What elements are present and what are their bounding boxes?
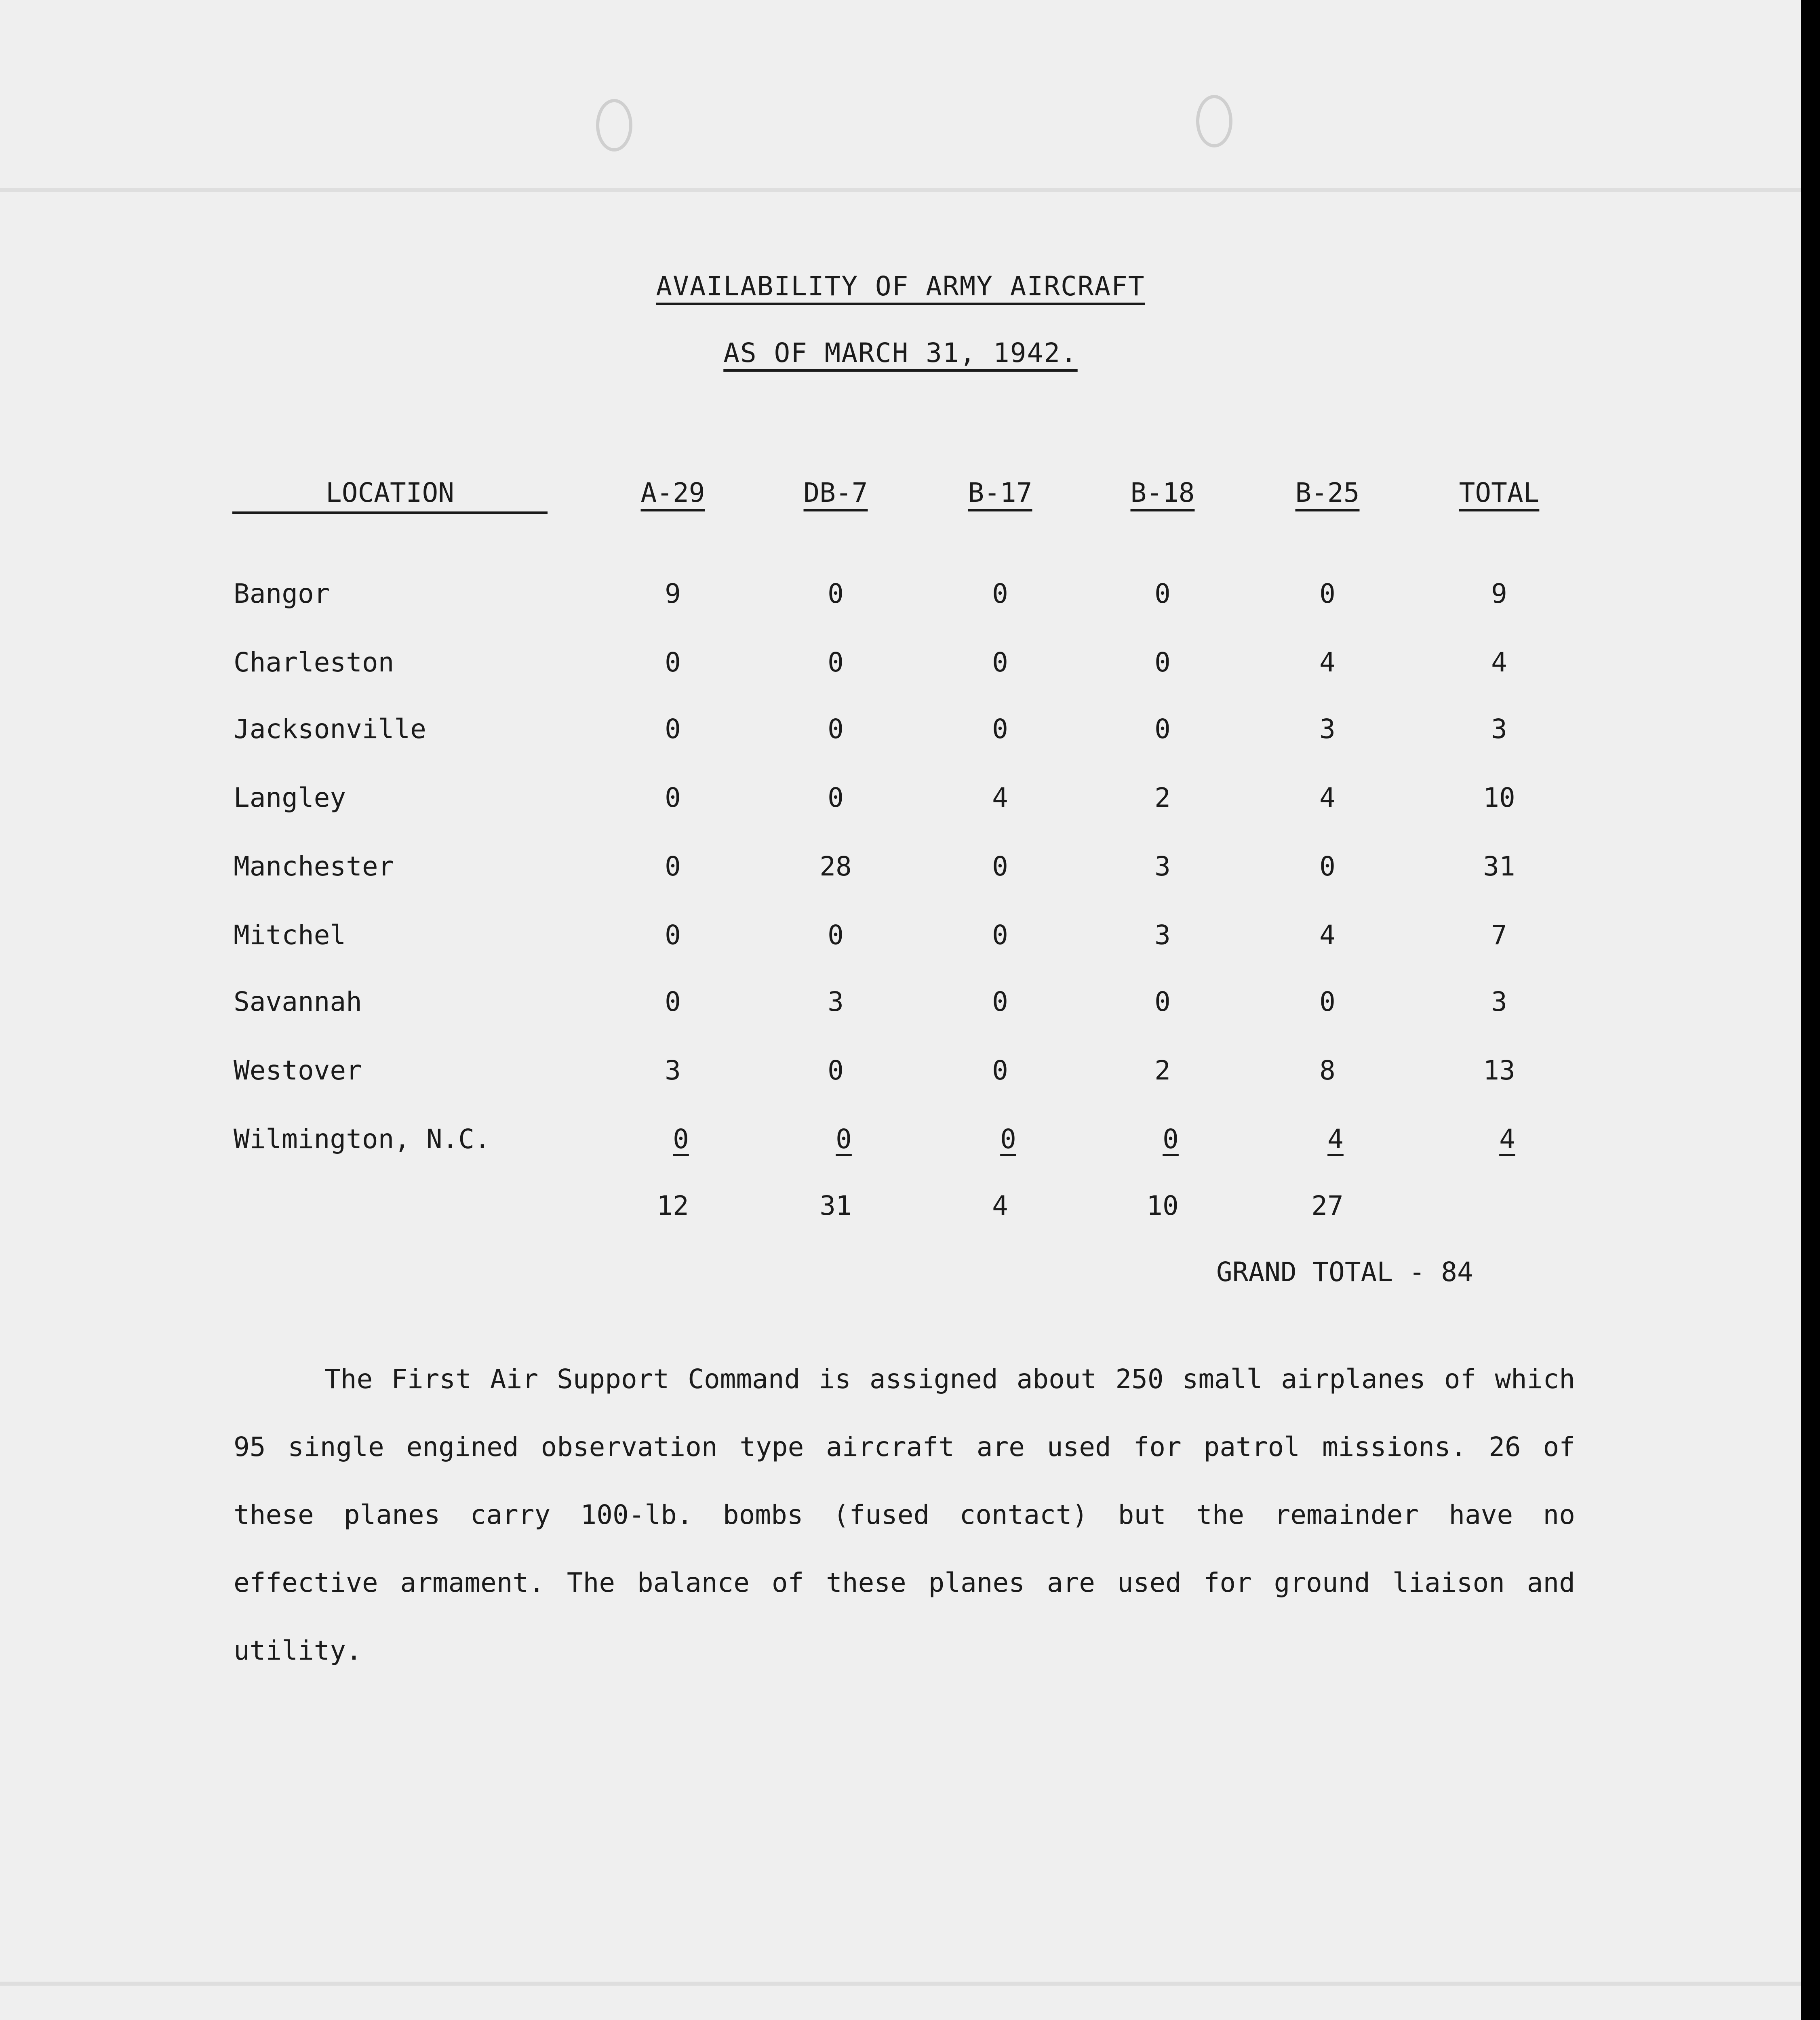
table-cell: 0: [665, 920, 681, 951]
row-location: Jacksonville: [234, 713, 426, 745]
table-cell: 0: [1163, 1124, 1179, 1155]
row-location: Wilmington, N.C.: [234, 1124, 491, 1155]
fold-line-top: [0, 188, 1801, 192]
row-location: Manchester: [234, 851, 394, 882]
column-total: 31: [819, 1190, 852, 1221]
table-cell: 0: [1154, 647, 1171, 678]
column-header-location: LOCATION: [232, 477, 548, 509]
row-location: Bangor: [234, 578, 330, 609]
document-subtitle: AS OF MARCH 31, 1942.: [723, 337, 1078, 368]
row-location: Savannah: [234, 986, 362, 1017]
table-cell: 3: [828, 986, 844, 1017]
column-header-b-25: B-25: [1295, 477, 1360, 508]
table-cell: 3: [1491, 986, 1507, 1017]
table-cell: 0: [992, 647, 1008, 678]
table-cell: 0: [1154, 578, 1171, 609]
column-total: 4: [992, 1190, 1008, 1221]
table-cell: 8: [1319, 1055, 1336, 1086]
column-header-db-7: DB-7: [803, 477, 868, 508]
table-cell: 4: [1491, 647, 1507, 678]
table-cell: 4: [1319, 782, 1336, 813]
row-location: Mitchel: [234, 920, 346, 951]
row-location: Langley: [234, 782, 346, 813]
table-cell: 0: [828, 920, 844, 951]
table-cell: 3: [1154, 920, 1171, 951]
table-cell: 4: [1499, 1124, 1515, 1155]
row-location: Charleston: [234, 647, 394, 678]
table-cell: 0: [1319, 578, 1336, 609]
table-cell: 0: [992, 1055, 1008, 1086]
document-title: AVAILABILITY OF ARMY AIRCRAFT: [656, 271, 1145, 302]
column-header-a-29: A-29: [640, 477, 705, 508]
table-cell: 3: [1154, 851, 1171, 882]
table-cell: 0: [992, 578, 1008, 609]
table-cell: 0: [828, 1055, 844, 1086]
table-cell: 0: [665, 647, 681, 678]
table-cell: 0: [828, 713, 844, 745]
table-cell: 10: [1483, 782, 1515, 813]
table-cell: 31: [1483, 851, 1515, 882]
table-cell: 0: [828, 647, 844, 678]
column-total: 27: [1311, 1190, 1344, 1221]
table-cell: 0: [992, 986, 1008, 1017]
table-cell: 9: [1491, 578, 1507, 609]
table-cell: 4: [1319, 647, 1336, 678]
table-cell: 0: [992, 851, 1008, 882]
table-cell: 0: [1319, 986, 1336, 1017]
punch-hole-left: [596, 99, 632, 152]
table-cell: 0: [665, 986, 681, 1017]
column-total: 10: [1146, 1190, 1179, 1221]
table-cell: 0: [828, 578, 844, 609]
table-cell: 0: [992, 713, 1008, 745]
column-total: 12: [657, 1190, 689, 1221]
table-cell: 0: [665, 713, 681, 745]
table-cell: 0: [665, 782, 681, 813]
grand-total: GRAND TOTAL - 84: [1216, 1256, 1473, 1288]
table-cell: 3: [1491, 713, 1507, 745]
fold-line-bottom: [0, 1982, 1801, 1986]
table-cell: 3: [665, 1055, 681, 1086]
table-cell: 9: [665, 578, 681, 609]
column-header-b-17: B-17: [968, 477, 1032, 508]
table-cell: 0: [1154, 986, 1171, 1017]
table-cell: 28: [819, 851, 852, 882]
table-cell: 13: [1483, 1055, 1515, 1086]
table-cell: 0: [828, 782, 844, 813]
table-cell: 2: [1154, 1055, 1171, 1086]
body-paragraph: The First Air Support Command is assigned about 250 small airplanes of which 95 single engined observation type aircraft are used for patrol missions. 26 of these planes carry 100-lb. bombs (fused contact) but the remainder have no effective armament. The balance of these planes are used for ground liaison and utility.: [234, 1364, 1575, 1666]
table-cell: 0: [836, 1124, 852, 1155]
table-cell: 0: [992, 920, 1008, 951]
column-header-total: TOTAL: [1459, 477, 1540, 508]
column-header-b-18: B-18: [1130, 477, 1195, 508]
table-cell: 3: [1319, 713, 1336, 745]
table-cell: 4: [1319, 920, 1336, 951]
table-cell: 0: [1319, 851, 1336, 882]
table-cell: 4: [1327, 1124, 1344, 1155]
row-location: Westover: [234, 1055, 362, 1086]
table-cell: 7: [1491, 920, 1507, 951]
punch-hole-right: [1196, 95, 1232, 147]
table-cell: 4: [992, 782, 1008, 813]
table-cell: 0: [665, 851, 681, 882]
table-cell: 0: [673, 1124, 689, 1155]
table-cell: 0: [1154, 713, 1171, 745]
table-cell: 2: [1154, 782, 1171, 813]
table-cell: 0: [1000, 1124, 1016, 1155]
